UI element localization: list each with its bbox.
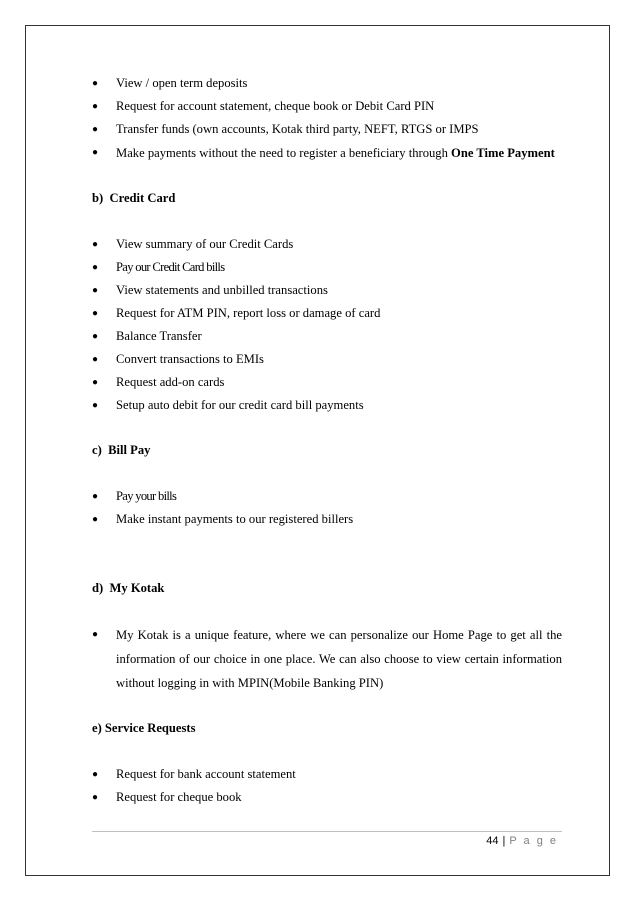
list-item-text: Pay our Credit Card bills <box>116 260 225 274</box>
bullet-icon: ● <box>92 78 99 89</box>
list-item <box>92 348 562 371</box>
bullet-icon: ● <box>92 124 99 135</box>
list-item-text: Request for cheque book <box>116 790 242 804</box>
bullet-icon: ● <box>92 354 99 365</box>
list-item-text: Make instant payments to our registered billers <box>116 512 354 526</box>
service-requests-list <box>92 763 562 809</box>
list-item <box>92 763 562 786</box>
list-item-text: Transfer funds (own accounts, Kotak third party, NEFT, RTGS or IMPS <box>116 122 479 136</box>
list-item-text: Balance Transfer <box>116 329 202 343</box>
bullet-icon: ● <box>92 400 99 411</box>
bullet-icon: ● <box>92 262 99 273</box>
bullet-icon: ● <box>92 792 99 803</box>
footer-separator: | <box>502 835 506 847</box>
list-item <box>92 72 562 95</box>
list-item-text: View / open term deposits <box>116 76 248 90</box>
footer-divider <box>92 831 562 832</box>
list-item <box>92 325 562 348</box>
list-item <box>92 485 562 508</box>
list-item-text: Request for bank account statement <box>116 767 296 781</box>
list-item <box>92 786 562 809</box>
bullet-icon: ● <box>92 147 99 158</box>
one-time-payment-bold: One Time Payment <box>451 146 555 160</box>
bullet-icon: ● <box>92 101 99 112</box>
list-item-text: View statements and unbilled transactions <box>116 283 328 297</box>
list-item-text: Request add-on cards <box>116 375 225 389</box>
bill-pay-list <box>92 485 562 531</box>
page-footer <box>486 835 558 847</box>
list-item <box>92 371 562 394</box>
list-item <box>92 118 562 141</box>
list-item <box>92 95 562 118</box>
list-item-text: View summary of our Credit Cards <box>116 237 294 251</box>
section-heading-credit-card: b) Credit Card <box>92 191 176 205</box>
bullet-icon: ● <box>92 285 99 296</box>
bullet-icon: ● <box>92 629 99 640</box>
list-item <box>92 279 562 302</box>
list-item <box>92 394 562 417</box>
list-item <box>92 508 562 531</box>
section-heading-service-requests: e) Service Requests <box>92 721 196 735</box>
list-item <box>92 141 562 165</box>
intro-list <box>92 72 562 165</box>
list-item-text: Request for ATM PIN, report loss or damage of card <box>116 306 381 320</box>
list-item-text: Convert transactions to EMIs <box>116 352 264 366</box>
list-item-text: Pay your bills <box>116 489 177 503</box>
list-item <box>92 233 562 256</box>
list-item <box>92 302 562 325</box>
bullet-icon: ● <box>92 769 99 780</box>
credit-card-list <box>92 233 562 417</box>
list-item-text: Setup auto debit for our credit card bill payments <box>116 398 364 412</box>
section-heading-bill-pay: c) Bill Pay <box>92 443 151 457</box>
my-kotak-list <box>92 623 562 695</box>
bullet-icon: ● <box>92 491 99 502</box>
bullet-icon: ● <box>92 514 99 525</box>
page-label: P a g e <box>509 835 558 847</box>
list-item <box>92 256 562 279</box>
list-item-text: My Kotak is a unique feature, where we can personalize our Home Page to get all the information of our choice in one place. We can also choose to view certain information without logging in with MPIN(Mobile Banking PIN) <box>116 628 562 690</box>
list-item <box>92 623 562 695</box>
bullet-icon: ● <box>92 377 99 388</box>
document-body <box>92 72 562 809</box>
section-heading-my-kotak: d) My Kotak <box>92 581 165 595</box>
list-item-text: Request for account statement, cheque book or Debit Card PIN <box>116 99 435 113</box>
bullet-icon: ● <box>92 239 99 250</box>
page-number: 44 <box>486 835 499 847</box>
bullet-icon: ● <box>92 308 99 319</box>
list-item-text: Make payments without the need to register a beneficiary through <box>116 146 452 160</box>
bullet-icon: ● <box>92 331 99 342</box>
